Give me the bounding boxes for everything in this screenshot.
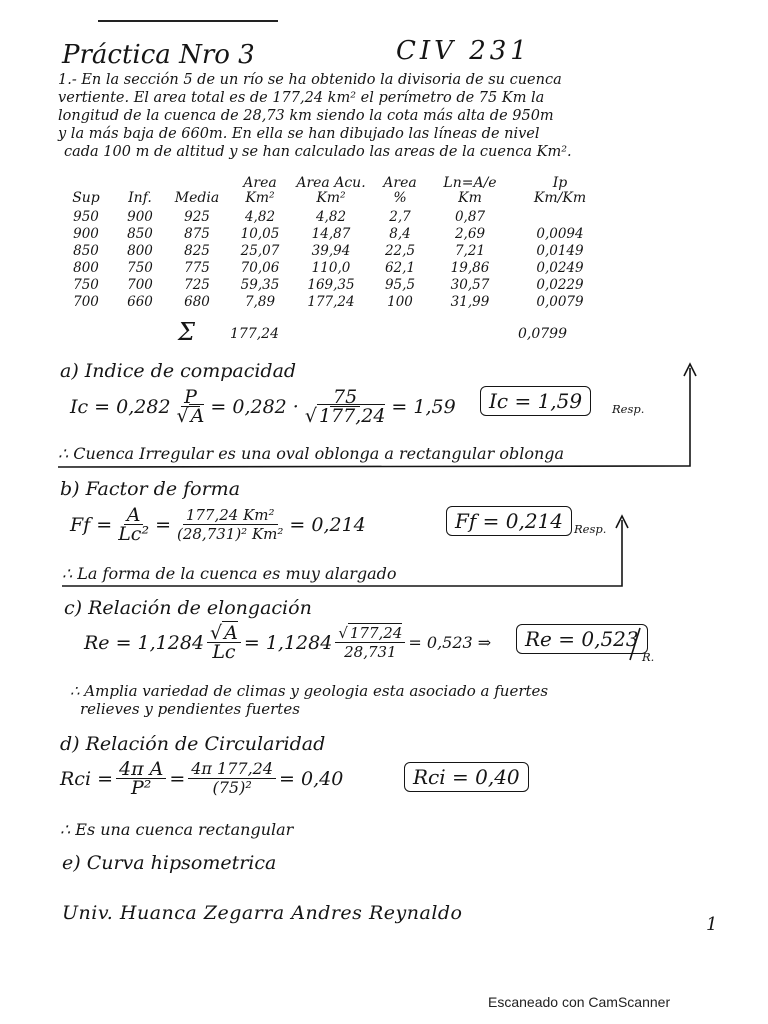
eq-result: = 0,40 <box>279 767 344 790</box>
sum-symbol: Σ <box>178 318 195 346</box>
section-b-equation: Ff = $\frac{A}{\text{Lc²}}$ = $\frac{\text{177,24 Km²}}{\text{(28,731)² Km²}}$ = 0,214 <box>70 504 366 545</box>
col-ln: Ln=A/e Km <box>443 175 497 206</box>
table-row: 700 660 680 7,89 177,24 100 31,99 0,0079 <box>73 293 584 310</box>
answer-box-ic: Ic = 1,59 <box>480 386 591 416</box>
problem-line-3: longitud de la cuenca de 28,73 km siendo la cota más alta de 950m <box>58 108 554 124</box>
bracket-line-b <box>62 520 622 586</box>
scanner-watermark: Escaneado con CamScanner <box>488 994 671 1010</box>
fraction: $\frac{75}{√ 177,24}$ <box>304 386 386 427</box>
table-row: 800 750 775 70,06 110,0 62,1 19,86 0,0249 <box>73 259 584 276</box>
problem-line-5: cada 100 m de altitud y se han calculado las areas de la cuenca Km². <box>64 144 572 160</box>
answer-box-rci: Rci = 0,40 <box>404 762 529 792</box>
section-b-heading: b) Factor de forma <box>60 478 241 500</box>
section-d-heading: d) Relación de Circularidad <box>60 733 326 755</box>
eq-lhs: Rci = <box>60 767 113 790</box>
section-e-heading: e) Curva hipsometrica <box>62 852 277 874</box>
section-c-heading: c) Relación de elongación <box>64 597 312 619</box>
col-area: Area Km² <box>243 175 277 206</box>
section-d-conclusion: ∴ Es una cuenca rectangular <box>60 820 294 839</box>
section-b-conclusion: ∴ La forma de la cuenca es muy alargado <box>62 564 397 583</box>
table-row: 950 900 925 4,82 4,82 2,7 0,87 <box>73 208 486 225</box>
problem-line-4: y la más baja de 660m. En ella se han dibujado las líneas de nivel <box>58 126 540 142</box>
eq-result: = 0,523 ⇒ <box>408 633 492 652</box>
fraction: $\frac{A}{\text{Lc²}}$ <box>118 504 150 545</box>
table-row: 900 850 875 10,05 14,87 8,4 2,69 0,0094 <box>73 225 584 242</box>
col-area-pct: Area % <box>383 175 417 206</box>
eq-lhs: Ff = <box>70 513 113 536</box>
eq-lhs: Ic = 0,282 <box>70 395 171 418</box>
fraction: $\frac{4\pi 177,24}{\text{(75)²}}$ <box>188 760 276 797</box>
section-c-conclusion-1: ∴ Amplia variedad de climas y geologia esta asociado a fuertes <box>70 682 549 700</box>
answer-box-re: Re = 0,523 <box>516 624 648 654</box>
table-row: 750 700 725 59,35 169,35 95,5 30,57 0,0229 <box>73 276 584 293</box>
fraction: $\frac{\text{177,24 Km²}}{\text{(28,731)² Km²}}$ <box>176 506 284 543</box>
col-media: Media <box>174 190 220 206</box>
problem-line-2: vertiente. El area total es de 177,24 km² el perímetro de 75 Km la <box>58 90 545 106</box>
signature: Univ. Huanca Zegarra Andres Reynaldo <box>62 902 463 924</box>
page-title: Práctica Nro 3 <box>62 40 255 70</box>
fraction: $\frac{P}{√ A}$ <box>176 386 205 427</box>
section-d-equation: Rci = $\frac{\text{4π A}}{\text{P²}}$ = $\frac{4\pi 177,24}{\text{(75)²}}$ = 0,40 <box>60 758 344 799</box>
col-ip: Ip Km/Km <box>533 175 587 206</box>
resp-label: Resp. <box>574 522 607 536</box>
section-c-conclusion-2: relieves y pendientes fuertes <box>80 700 300 718</box>
course-code: CIV 231 <box>396 36 531 66</box>
eq-lhs: Re = 1,1284 <box>84 631 205 654</box>
sum-ip: 0,0799 <box>518 326 567 342</box>
table-row: 850 800 825 25,07 39,94 22,5 7,21 0,0149 <box>73 242 584 259</box>
answer-box-ff: Ff = 0,214 <box>446 506 572 536</box>
problem-line-1: 1.- En la sección 5 de un río se ha obtenido la divisoria de su cuenca <box>58 72 562 88</box>
slash-mark-c <box>630 628 640 660</box>
fraction: $\frac{\text{4π A}}{\text{P²}}$ <box>116 760 166 797</box>
fraction: $\frac{√ A}{Lc}$ <box>207 624 241 661</box>
eq-mid: = 0,282 · <box>210 395 299 418</box>
resp-label: Resp. <box>612 402 645 416</box>
page-mark: 1 <box>706 914 718 935</box>
eq-result: = 0,214 <box>289 513 366 536</box>
col-inf: Inf. <box>128 190 152 206</box>
col-area-acu: Area Acu. Km² <box>296 175 366 206</box>
col-sup: Sup <box>72 190 100 206</box>
sum-area: 177,24 <box>230 326 279 342</box>
bracket-line-a <box>58 368 690 467</box>
fraction: $\frac{√ 177,24}{28,731}$ <box>335 624 405 661</box>
section-a-conclusion: ∴ Cuenca Irregular es una oval oblonga a rectangular oblonga <box>58 444 565 463</box>
resp-label: R. <box>642 650 655 664</box>
eq-result: = 1,59 <box>391 395 456 418</box>
eq-mid: = 1,1284 <box>243 631 333 654</box>
section-a-heading: a) Indice de compacidad <box>60 360 297 382</box>
